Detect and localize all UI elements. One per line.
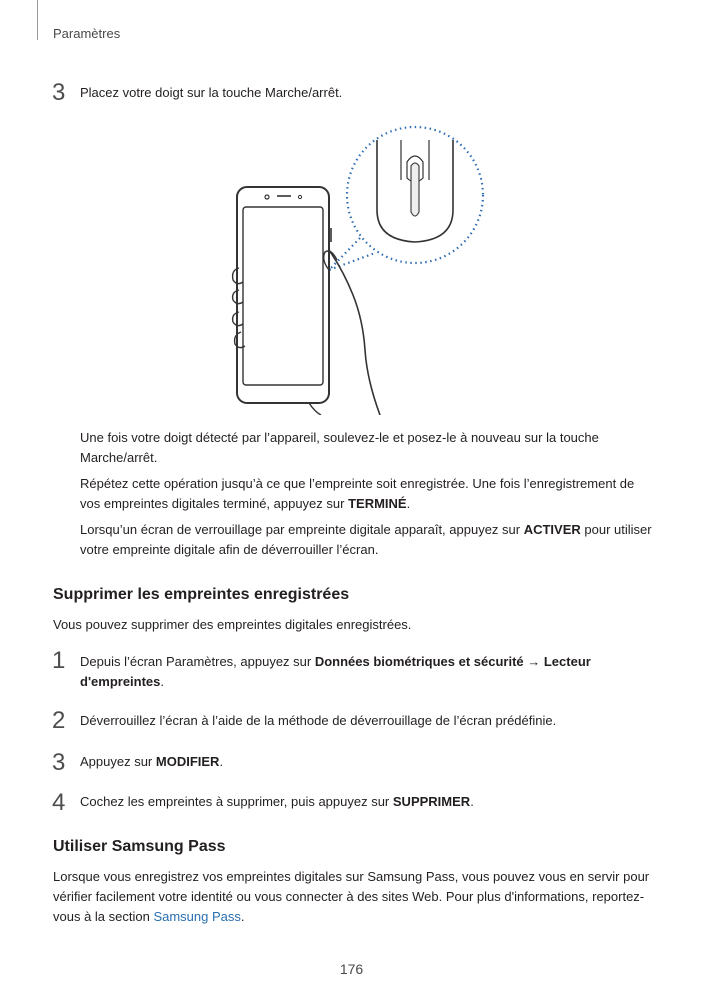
page-number: 176 xyxy=(339,961,364,977)
section-title-samsung-pass: Utiliser Samsung Pass xyxy=(53,838,226,855)
step-number: 3 xyxy=(52,79,66,106)
step-number: 4 xyxy=(52,789,66,816)
section-intro: Vous pouvez supprimer des empreintes digitales enregistrées. xyxy=(53,617,412,632)
step-number: 2 xyxy=(52,707,66,734)
section-title-delete: Supprimer les empreintes enregistrées xyxy=(53,586,350,603)
step-text: Placez votre doigt sur la touche Marche/arrêt. xyxy=(80,85,343,100)
paragraph-repeat: Répétez cette opération jusqu’à ce que l’empreinte soit enregistrée. Une fois l’enregistrement de vos empreintes digitales terminé, appuyez sur TERMINÉ. xyxy=(80,476,635,511)
fingertip-zoom xyxy=(411,163,419,216)
step-number: 1 xyxy=(52,647,66,674)
paragraph-lift-finger: Une fois votre doigt détecté par l’appareil, soulevez-le et posez-le à nouveau sur la touche Marche/arrêt. xyxy=(80,430,599,465)
phone-fingerprint-illustration xyxy=(225,120,500,415)
header-rule xyxy=(37,0,38,40)
hand-outline xyxy=(329,250,380,415)
phone-screen xyxy=(243,207,323,385)
step-text: Cochez les empreintes à supprimer, puis appuyez sur SUPPRIMER. xyxy=(80,794,474,809)
header-title: Paramètres xyxy=(53,26,121,41)
step-number: 3 xyxy=(52,749,66,776)
samsung-pass-link[interactable]: Samsung Pass xyxy=(153,909,241,924)
step-text: Depuis l’écran Paramètres, appuyez sur Données biométriques et sécurité → Lecteur d'empreintes. xyxy=(80,654,591,689)
callout-pointer xyxy=(329,238,375,270)
section-body: Lorsque vous enregistrez vos empreintes digitales sur Samsung Pass, vous pouvez vous en servir pour vérifier facilement votre identité ou vous connecter à des sites Web. Pour plus d'informations, reportez-vous à la section Samsung Pass. xyxy=(53,869,650,924)
paragraph-activate: Lorsqu’un écran de verrouillage par empreinte digitale apparaît, appuyez sur ACTIVER pour utiliser votre empreinte digitale afin de déverrouiller l’écran. xyxy=(80,522,652,557)
step-text: Appuyez sur MODIFIER. xyxy=(80,754,224,769)
step-text: Déverrouillez l’écran à l’aide de la méthode de déverrouillage de l’écran prédéfinie. xyxy=(80,713,557,728)
